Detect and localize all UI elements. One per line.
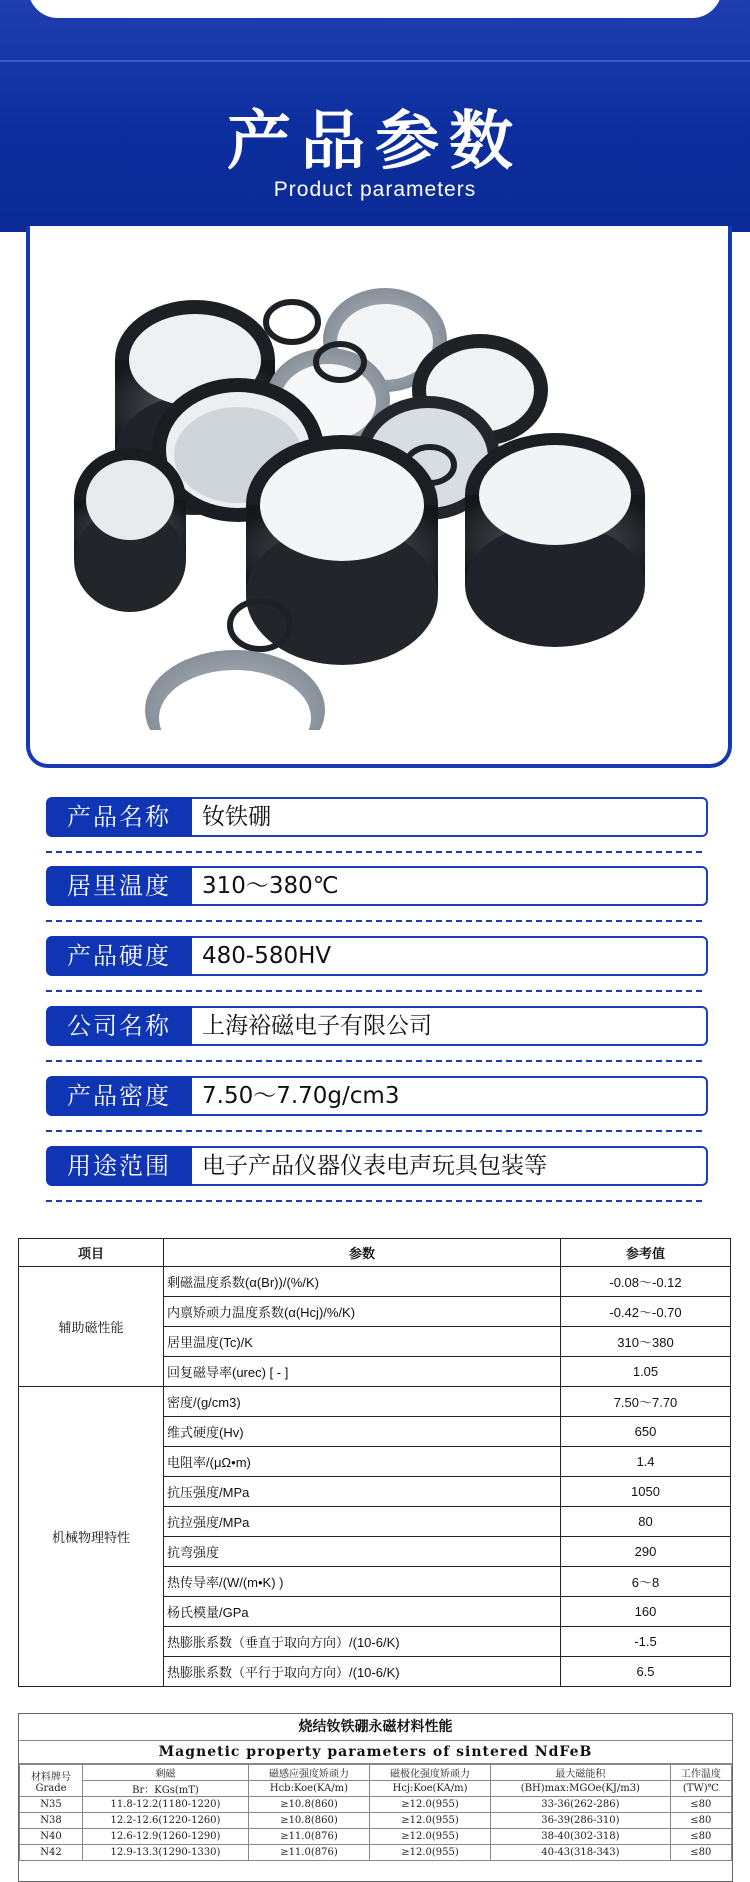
info-value: 480-580HV [192, 936, 708, 976]
magnet-cell: ≤80 [670, 1813, 731, 1829]
header-divider [0, 60, 750, 62]
magnet-cell: 40-43(318-343) [491, 1845, 671, 1861]
table-cell-value: -1.5 [561, 1627, 731, 1657]
info-row-usage [46, 1146, 702, 1186]
table-category: 辅助磁性能 [19, 1267, 164, 1387]
magnet-cell: 38-40(302-318) [491, 1829, 671, 1845]
magnet-header-row-cn [20, 1765, 732, 1781]
dashed-divider [46, 1060, 702, 1062]
magnet-header: Br：KGs(mT) [83, 1781, 249, 1797]
dashed-divider [46, 1200, 702, 1202]
table-cell-value: 80 [561, 1507, 731, 1537]
parameter-table [18, 1238, 731, 1687]
dashed-divider [46, 920, 702, 922]
magnet-cell: 33-36(262-286) [491, 1797, 671, 1813]
info-label: 居里温度 [46, 866, 192, 906]
magnet-table-subtitle: Magnetic property parameters of sintered NdFeB [19, 1741, 732, 1764]
info-row-product-name [46, 797, 702, 837]
magnet-header: (BH)max:MGOe(KJ/m3) [491, 1781, 671, 1797]
table-header: 参数 [164, 1239, 561, 1267]
magnet-cell: 11.8-12.2(1180-1220) [83, 1797, 249, 1813]
info-label: 产品密度 [46, 1076, 192, 1116]
magnet-cell: ≥11.0(876) [248, 1845, 369, 1861]
table-cell-param: 杨氏模量/GPa [164, 1597, 561, 1627]
table-cell-param: 密度/(g/cm3) [164, 1387, 561, 1417]
magnet-table-title: 烧结钕铁硼永磁材料性能 [19, 1714, 732, 1741]
magnet-cell: N38 [20, 1813, 83, 1829]
table-cell-param: 抗拉强度/MPa [164, 1507, 561, 1537]
magnet-cell: N35 [20, 1797, 83, 1813]
table-cell-param: 电阻率/(μΩ•m) [164, 1447, 561, 1477]
magnet-cell: ≤80 [670, 1845, 731, 1861]
dashed-divider [46, 851, 702, 853]
info-row-curie-temp [46, 866, 702, 906]
info-value: 310～380℃ [192, 866, 708, 906]
table-row [19, 1267, 731, 1297]
table-cell-param: 回复磁导率(urec) [ - ] [164, 1357, 561, 1387]
magnet-grade-table [18, 1713, 733, 1882]
magnet-cell: ≥12.0(955) [370, 1829, 491, 1845]
magnet-cell: 36-39(286-310) [491, 1813, 671, 1829]
section-subtitle: Product parameters [273, 178, 477, 201]
top-rounded-tab [28, 0, 722, 18]
info-row-hardness [46, 936, 702, 976]
magnet-header: (TW)℃ [670, 1781, 731, 1797]
magnet-cell: ≤80 [670, 1797, 731, 1813]
table-row [20, 1845, 732, 1861]
table-cell-value: 6.5 [561, 1657, 731, 1687]
table-cell-param: 居里温度(Tc)/K [164, 1327, 561, 1357]
dashed-divider [46, 990, 702, 992]
magnet-header-grade-cn: 材料牌号 [31, 1771, 71, 1783]
magnet-header: 磁感应强度矫顽力 [248, 1765, 369, 1781]
magnet-cell: ≥10.8(860) [248, 1813, 369, 1829]
info-label: 用途范围 [46, 1146, 192, 1186]
table-cell-param: 剩磁温度系数(α(Br))/(%/K) [164, 1267, 561, 1297]
table-cell-param: 抗弯强度 [164, 1537, 561, 1567]
magnet-header: 工作温度 [670, 1765, 731, 1781]
table-cell-value: 6～8 [561, 1567, 731, 1597]
table-cell-value: -0.08～-0.12 [561, 1267, 731, 1297]
magnet-cell: N40 [20, 1829, 83, 1845]
magnet-cell: ≤80 [670, 1829, 731, 1845]
magnet-cell: N42 [20, 1845, 83, 1861]
magnet-header: 磁极化强度矫顽力 [370, 1765, 491, 1781]
table-cell-param: 维式硬度(Hv) [164, 1417, 561, 1447]
magnet-table-grid [19, 1764, 732, 1861]
table-cell-value: 1.4 [561, 1447, 731, 1477]
product-photo [60, 240, 680, 730]
magnet-cell: ≥12.0(955) [370, 1797, 491, 1813]
table-cell-value: 310～380 [561, 1327, 731, 1357]
table-header: 参考值 [561, 1239, 731, 1267]
magnet-header-grade [20, 1765, 83, 1797]
info-row-density [46, 1076, 702, 1116]
table-cell-param: 热传导率/(W/(m•K) ) [164, 1567, 561, 1597]
magnet-header-row-en [20, 1781, 732, 1797]
table-cell-value: 1050 [561, 1477, 731, 1507]
magnet-header: 剩磁 [83, 1765, 249, 1781]
table-header: 项目 [19, 1239, 164, 1267]
table-cell-value: 1.05 [561, 1357, 731, 1387]
info-label: 产品名称 [46, 797, 192, 837]
table-row [20, 1829, 732, 1845]
info-value: 上海裕磁电子有限公司 [192, 1006, 708, 1046]
magnet-cell: 12.2-12.6(1220-1260) [83, 1813, 249, 1829]
section-title: 产品参数 [227, 105, 523, 179]
table-cell-value: -0.42～-0.70 [561, 1297, 731, 1327]
magnet-header-grade-en: Grade [35, 1782, 67, 1794]
magnet-cell: ≥10.8(860) [248, 1797, 369, 1813]
table-cell-param: 内禀矫顽力温度系数(α(Hcj)/%/K) [164, 1297, 561, 1327]
info-label: 公司名称 [46, 1006, 192, 1046]
magnet-header: Hcb:Koe(KA/m) [248, 1781, 369, 1797]
magnet-cell: ≥12.0(955) [370, 1813, 491, 1829]
info-label: 产品硬度 [46, 936, 192, 976]
magnet-cell: 12.6-12.9(1260-1290) [83, 1829, 249, 1845]
table-row [20, 1813, 732, 1829]
table-row [20, 1797, 732, 1813]
table-header-row [19, 1239, 731, 1267]
table-cell-param: 抗压强度/MPa [164, 1477, 561, 1507]
magnet-cell: ≥11.0(876) [248, 1829, 369, 1845]
table-cell-param: 热膨胀系数（平行于取向方向）/(10-6/K) [164, 1657, 561, 1687]
table-cell-value: 650 [561, 1417, 731, 1447]
table-cell-value: 290 [561, 1537, 731, 1567]
table-row [19, 1387, 731, 1417]
table-cell-value: 7.50～7.70 [561, 1387, 731, 1417]
table-cell-value: 160 [561, 1597, 731, 1627]
magnet-header: 最大磁能积 [491, 1765, 671, 1781]
magnet-cell: 12.9-13.3(1290-1330) [83, 1845, 249, 1861]
magnet-cell: ≥12.0(955) [370, 1845, 491, 1861]
info-row-company [46, 1006, 702, 1046]
info-value: 7.50～7.70g/cm3 [192, 1076, 708, 1116]
info-value: 钕铁硼 [192, 797, 708, 837]
info-value: 电子产品仪器仪表电声玩具包装等 [192, 1146, 708, 1186]
dashed-divider [46, 1130, 702, 1132]
magnet-header: Hcj:Koe(KA/m) [370, 1781, 491, 1797]
table-category: 机械物理特性 [19, 1387, 164, 1687]
table-cell-param: 热膨胀系数（垂直于取向方向）/(10-6/K) [164, 1627, 561, 1657]
